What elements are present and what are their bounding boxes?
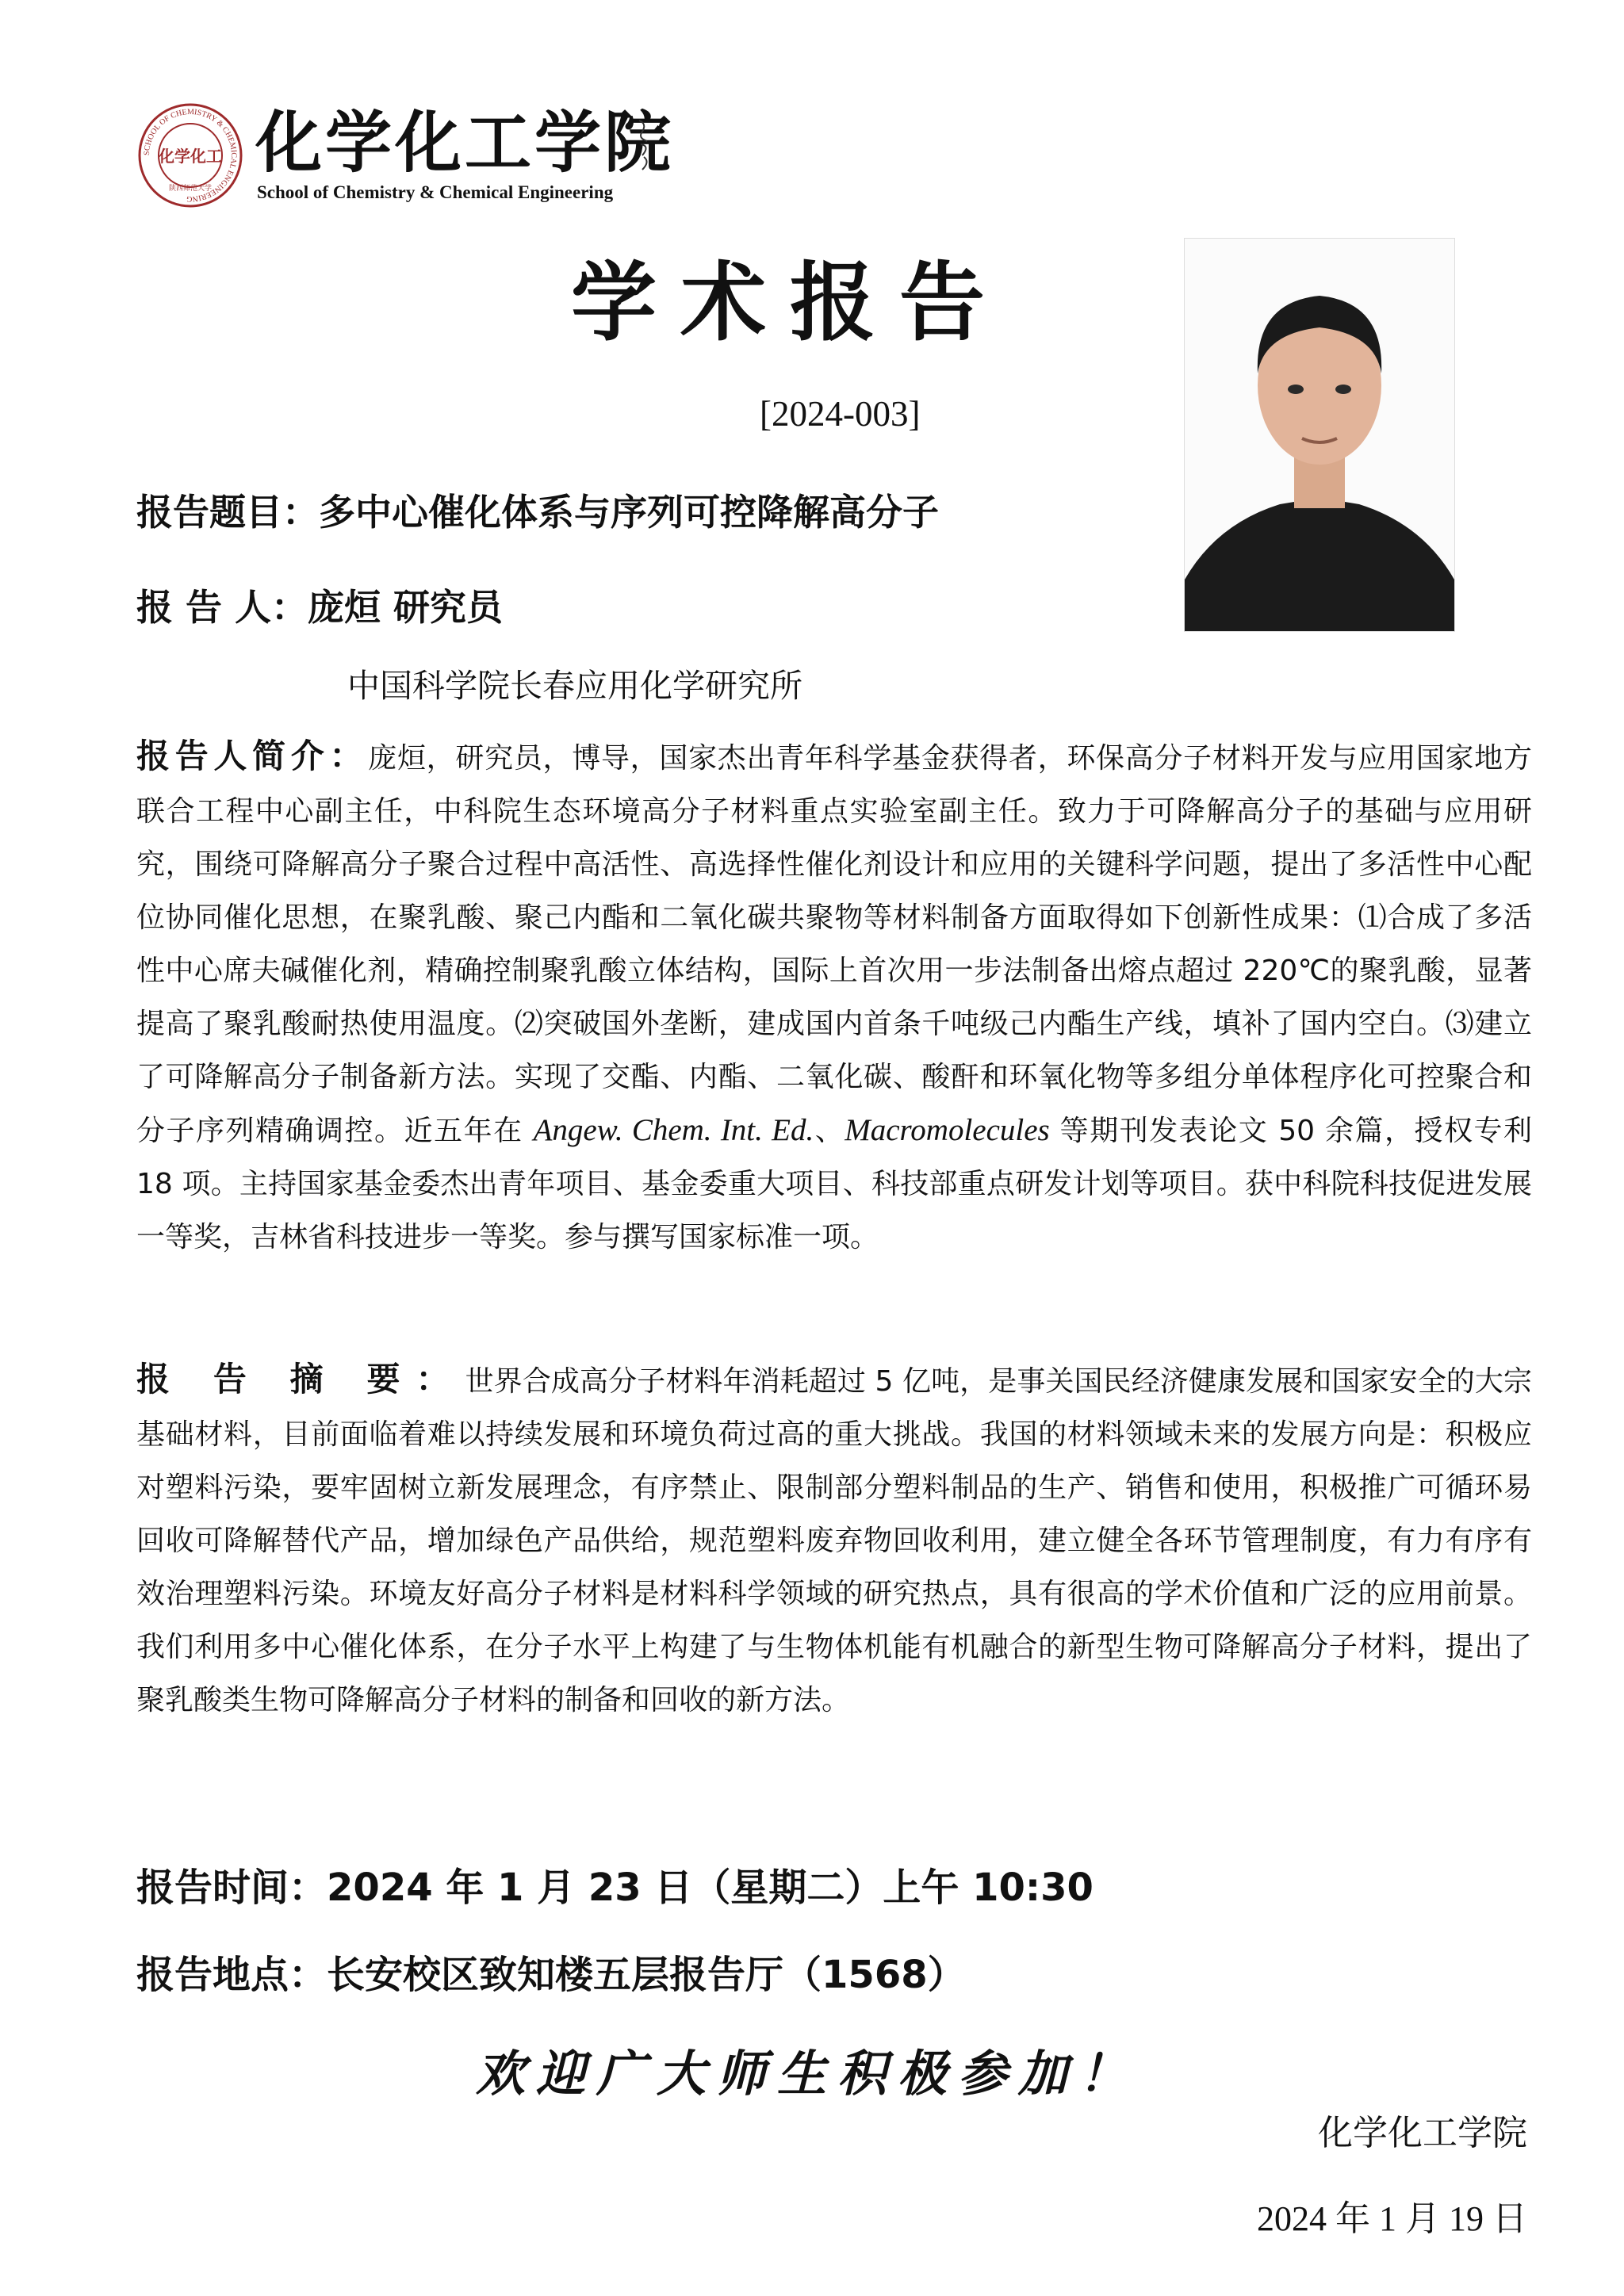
seal-ring-text: SCHOOL OF CHEMISTRY & CHEMICAL ENGINEERING xyxy=(142,107,239,204)
abstract-text: 世界合成高分子材料年消耗超过 5 亿吨，是事关国民经济健康发展和国家安全的大宗基础材料，目前面临着难以持续发展和环境负荷过高的重大挑战。我国的材料领域未来的发展方向是：积极应对塑料污染，要牢固树立新发展理念，有序禁止、限制部分塑料制品的生产、销售和使用，积极推广可循环易回收可降解替代产品，增加绿色产品供给，规范塑料废弃物回收利用，建立健全各环节管理制度，有力有序有效治理塑料污染。环境友好高分子材料是材料科学领域的研究热点，具有很高的学术价值和广泛的应用前景。我们利用多中心催化体系，在分子水平上构建了与生物体机能有机融合的新型生物可降解高分子材料，提出了聚乳酸类生物可降解高分子材料的制备和回收的新方法。 xyxy=(136,1365,1532,1716)
speaker-label: 报 告 人： xyxy=(136,586,308,629)
journal-macromolecules: Macromolecules xyxy=(845,1113,1050,1147)
speaker-line xyxy=(136,579,503,631)
topic-value: 多中心催化体系与序列可控降解高分子 xyxy=(319,491,939,534)
speaker-portrait xyxy=(1184,238,1455,632)
place-value: 长安校区致知楼五层报告厅（1568） xyxy=(327,1953,966,1997)
report-topic xyxy=(136,484,939,536)
journal-angew: Angew. Chem. Int. Ed. xyxy=(533,1113,814,1147)
welcome-text: 欢迎广大师生积极参加！ xyxy=(476,2045,1139,2103)
footer-org: 化学化工学院 xyxy=(1318,2113,1527,2153)
footer-date: 2024 年 1 月 19 日 xyxy=(1257,2199,1527,2238)
school-logo xyxy=(136,101,675,212)
seal-bottom-text: 陕西师范大学 xyxy=(168,185,213,193)
seal-center-text: 化学化工 xyxy=(159,147,222,166)
report-place xyxy=(136,1944,966,1999)
speaker-bio xyxy=(136,729,1532,1264)
speaker-institute: 中国科学院长春应用化学研究所 xyxy=(347,667,802,705)
calligraphy-signature-icon xyxy=(634,116,655,174)
page-title: 学术报告 xyxy=(571,254,1009,353)
journal-separator: 、 xyxy=(814,1115,845,1147)
time-value: 2024 年 1 月 23 日（星期二）上午 10:30 xyxy=(327,1866,1094,1910)
logo-english-name: School of Chemistry & Chemical Engineering xyxy=(257,182,614,202)
bio-text-2: 等期刊发表论文 50 余篇，授权专利 18 项。主持国家基金委杰出青年项目、基金委重大项目、科技部重点研发计划等项目。获中科院科技促进发展一等奖，吉林省科技进步一等奖。参与撰写国家标准一项。 xyxy=(136,1115,1532,1253)
logo-chinese-name: 化学化工学院 xyxy=(255,104,675,182)
topic-label: 报告题目： xyxy=(136,491,319,534)
bio-text-1: 庞烜，研究员，博导，国家杰出青年科学基金获得者，环保高分子材料开发与应用国家地方联合工程中心副主任，中科院生态环境高分子材料重点实验室副主任。致力于可降解高分子的基础与应用研究，围绕可降解高分子聚合过程中高活性、高选择性催化剂设计和应用的关键科学问题，提出了多活性中心配位协同催化思想，在聚乳酸、聚己内酯和二氧化碳共聚物等材料制备方面取得如下创新性成果：⑴合成了多活性中心席夫碱催化剂，精确控制聚乳酸立体结构，国际上首次用一步法制备出熔点超过 220℃的聚乳酸，显著提高了聚乳酸耐热使用温度。⑵突破国外垄断，建成国内首条千吨级己内酯生产线，填补了国内空白。⑶建立了可降解高分子制备新方法。实现了交酯、内酯、二氧化碳、酸酐和环氧化物等多组分单体程序化可控聚合和分子序列精确调控。近五年在 xyxy=(136,742,1532,1147)
bio-label: 报告人简介： xyxy=(136,737,369,775)
speaker-name: 庞烜 研究员 xyxy=(308,586,504,629)
time-label: 报告时间： xyxy=(136,1866,327,1910)
abstract-label: 报 告 摘 要： xyxy=(136,1360,465,1399)
report-abstract xyxy=(136,1353,1532,1727)
place-label: 报告地点： xyxy=(136,1953,327,1997)
report-time xyxy=(136,1857,1094,1911)
report-code: [2024-003] xyxy=(760,394,921,434)
school-seal-icon xyxy=(136,101,244,209)
